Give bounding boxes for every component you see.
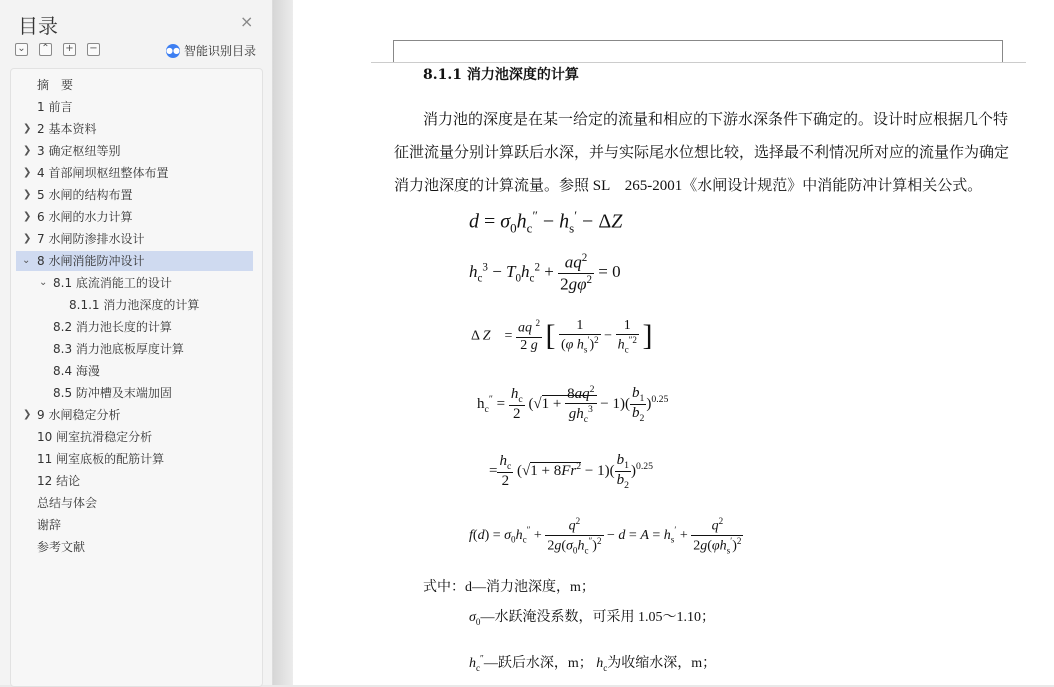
header-border bbox=[393, 40, 394, 62]
toc-item[interactable]: 8.4 海漫 bbox=[53, 364, 100, 378]
toc-item[interactable]: 参考文献 bbox=[37, 540, 86, 554]
chevron-right-icon[interactable]: ❯ bbox=[23, 167, 32, 178]
paragraph-line: 消力池的深度是在某一给定的流量和相应的下游水深条件下确定的。设计时应根据几个特 bbox=[423, 112, 1009, 128]
toc-item[interactable]: 总结与体会 bbox=[37, 496, 98, 510]
toc-item-label: 7 水闸防渗排水设计 bbox=[37, 232, 145, 246]
collapse-all-icon[interactable]: ⌄ bbox=[15, 43, 28, 56]
equation: $h_c''$ = $\frac{h_c}{2}$ (√1 + $\frac{8aq^2}{gh_c^3}$ − 1)( $\frac{b_1}{b_2}$ )$^{0.25}$ bbox=[477, 384, 669, 425]
toc-item[interactable] bbox=[23, 207, 133, 227]
toc-item-label: 6 水闸的水力计算 bbox=[37, 210, 133, 224]
toc-item[interactable] bbox=[23, 229, 145, 249]
definition-line: $\sigma_0—$水跃淹没系数，可采用 1.05～1.10； bbox=[469, 610, 715, 627]
header-border bbox=[393, 40, 1003, 41]
document-page bbox=[293, 0, 1054, 685]
toc-title: 目录 bbox=[18, 14, 58, 38]
toc-sidebar bbox=[0, 0, 273, 685]
toc-item[interactable]: 谢辞 bbox=[37, 518, 62, 532]
toc-item[interactable] bbox=[39, 273, 172, 293]
close-icon[interactable]: × bbox=[240, 12, 254, 31]
chevron-right-icon[interactable]: ❯ bbox=[23, 409, 32, 420]
smart-toc-label: 智能识别目录 bbox=[184, 44, 257, 58]
definition-line: $h_c''—$跃后水深，m； $h_c$为收缩水深，m； bbox=[469, 653, 717, 673]
equation: $d = \sigma_0h_c'' - h_s' - \Delta Z$ bbox=[469, 208, 623, 236]
chevron-right-icon[interactable]: ❯ bbox=[23, 233, 32, 244]
header-divider bbox=[371, 62, 1026, 63]
toc-item[interactable]: 12 结论 bbox=[37, 474, 81, 488]
toc-item[interactable] bbox=[23, 163, 169, 183]
toc-item-label: 5 水闸的结构布置 bbox=[37, 188, 133, 202]
expand-plus-icon[interactable]: + bbox=[63, 43, 76, 56]
equation: $f(d) = \sigma_0h_c''$ + $\frac{q^2}{2g(\sigma_0h_c'')^2}$ − $d = A = h_s'$ + $\frac{q^2}{2g(\varphi h_s')^2}$ bbox=[469, 516, 742, 556]
toc-item[interactable]: 10 闸室抗滑稳定分析 bbox=[37, 430, 153, 444]
chevron-down-icon[interactable]: ⌄ bbox=[22, 255, 31, 266]
chevron-right-icon[interactable]: ❯ bbox=[23, 189, 32, 200]
chevron-right-icon[interactable]: ❯ bbox=[23, 123, 32, 134]
definition-intro: 式中：d—消力池深度，m； bbox=[423, 580, 595, 595]
toc-item[interactable] bbox=[23, 405, 121, 425]
paragraph-line: 消力池深度的计算流量。参照 SL 265-2001《水闸设计规范》中消能防冲计算相关公式。 bbox=[394, 178, 983, 194]
toc-item-label: 4 首部闸坝枢纽整体布置 bbox=[37, 166, 169, 180]
toc-item[interactable]: 11 闸室底板的配筋计算 bbox=[37, 452, 165, 466]
definition-text: —水跃淹没系数，可采用 1.05～1.10； bbox=[480, 610, 715, 625]
toc-item-label: 8 水闸消能防冲设计 bbox=[37, 254, 145, 268]
toc-item[interactable] bbox=[23, 185, 133, 205]
page-shadow bbox=[273, 0, 293, 685]
header-border bbox=[1002, 40, 1003, 62]
toc-item[interactable] bbox=[23, 141, 121, 161]
equation: $h_c^3 - T_0h_c^2$ + $\frac{aq^2}{2g\varphi^2}$ = 0 bbox=[469, 252, 621, 294]
ai-icon: ●● bbox=[166, 44, 180, 58]
toc-item-label: 2 基本资料 bbox=[37, 122, 97, 136]
definition-text: 为收缩水深，m； bbox=[607, 656, 717, 671]
toc-item[interactable]: 8.5 防冲槽及末端加固 bbox=[53, 386, 172, 400]
chevron-down-icon[interactable]: ⌄ bbox=[39, 277, 48, 288]
toc-item-label: 9 水闸稳定分析 bbox=[37, 408, 121, 422]
collapse-minus-icon[interactable]: − bbox=[87, 43, 100, 56]
chevron-right-icon[interactable]: ❯ bbox=[23, 211, 32, 222]
toc-item[interactable]: 8.1.1 消力池深度的计算 bbox=[69, 298, 200, 312]
paragraph-line: 征泄流量分别计算跃后水深，并与实际尾水位想比较，选择最不利情况所对应的流量作为确定 bbox=[394, 145, 1010, 161]
toc-item-label: 3 确定枢纽等别 bbox=[37, 144, 121, 158]
definition-text: —跃后水深，m； bbox=[483, 656, 593, 671]
toc-item[interactable]: 1 前言 bbox=[37, 100, 73, 114]
chevron-right-icon[interactable]: ❯ bbox=[23, 145, 32, 156]
equation: = $\frac{h_c}{2}$ $(√1 + 8Fr^2 - 1)$( $\frac{b_1}{b_2}$ )$^{0.25}$ bbox=[489, 452, 654, 491]
smart-toc-button[interactable] bbox=[166, 42, 256, 59]
expand-up-icon[interactable]: ⌃ bbox=[39, 43, 52, 56]
toc-item-active[interactable] bbox=[16, 251, 253, 271]
equation: Δ Z = $\frac{aq ^2}{2 g}$ [ $\frac{1}{(\varphi h_s')^2}$ − $\frac{1}{h_c^{''2}}$ ] bbox=[471, 318, 653, 355]
section-heading: 8.1.1 消力池深度的计算 bbox=[423, 67, 579, 83]
toc-item[interactable]: 8.2 消力池长度的计算 bbox=[53, 320, 172, 334]
toc-item[interactable]: 摘 要 bbox=[37, 78, 74, 92]
toc-item[interactable] bbox=[23, 119, 97, 139]
toc-item-label: 8.1 底流消能工的设计 bbox=[53, 276, 172, 290]
toc-item[interactable]: 8.3 消力池底板厚度计算 bbox=[53, 342, 184, 356]
